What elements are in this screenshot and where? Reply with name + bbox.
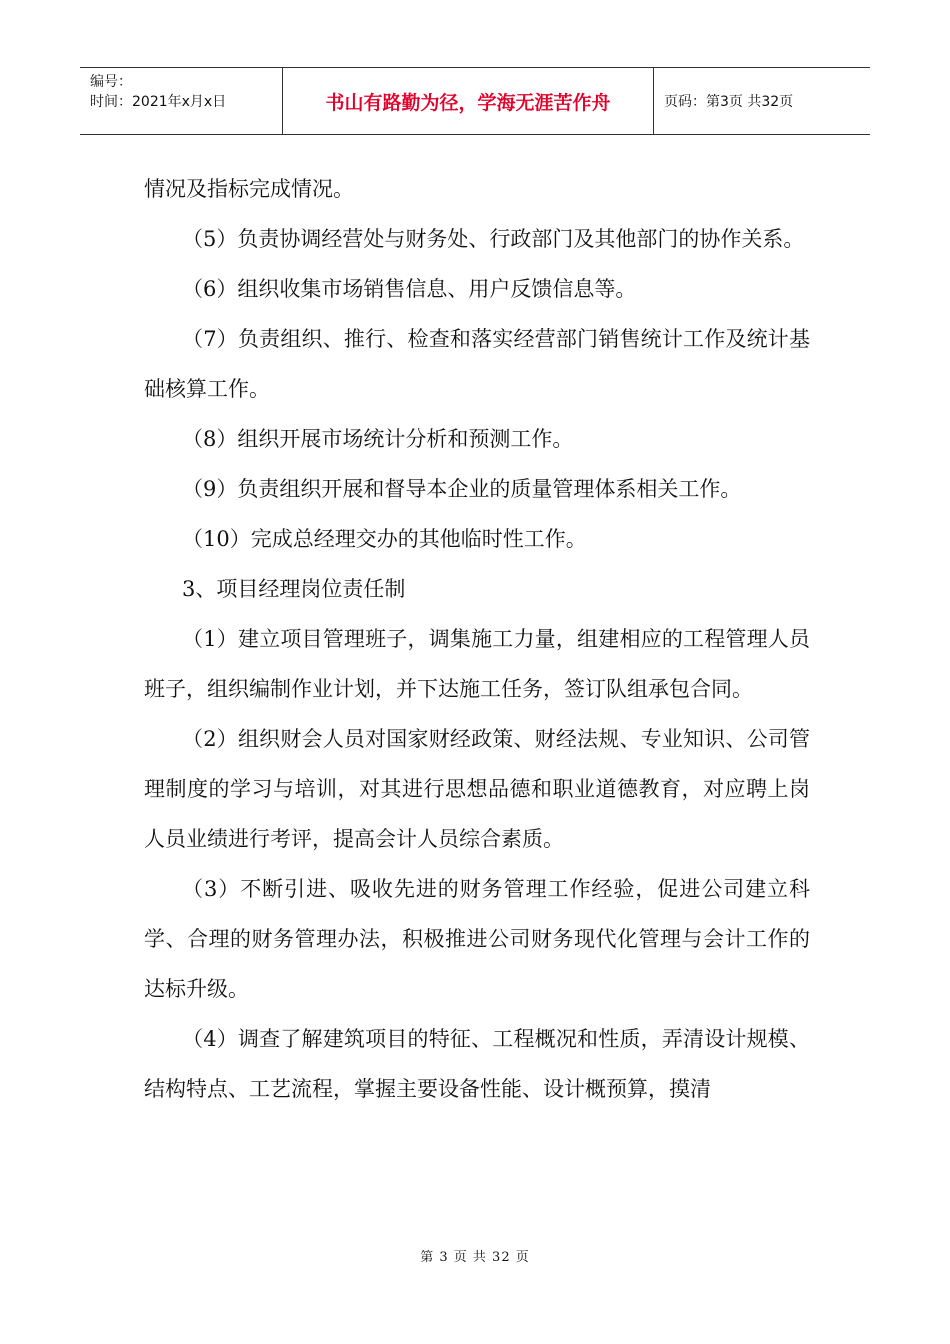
paragraph: （3）不断引进、吸收先进的财务管理工作经验，促进公司建立科学、合理的财务管理办法，积极推进公司财务现代化管理与会计工作的达标升级。 [144,877,810,1001]
paragraph: （9）负责组织开展和督导本企业的质量管理体系相关工作。 [182,477,742,501]
page-footer: 第 3 页 共 32 页 [420,1250,530,1265]
paragraph: （6）组织收集市场销售信息、用户反馈信息等。 [182,277,637,301]
document-body [144,164,810,1114]
document-time-label: 时间：2021年x月x日 [90,94,227,110]
document-number-label: 编号： [90,74,132,90]
paragraph: （1）建立项目管理班子，调集施工力量，组建相应的工程管理人员班子，组织编制作业计划，并下达施工任务，签订队组承包合同。 [144,627,810,701]
header-page-info: 页码：第3页 共32页 [664,94,794,110]
paragraph: （10）完成总经理交办的其他临时性工作。 [182,527,587,551]
paragraph: （2）组织财会人员对国家财经政策、财经法规、专业知识、公司管理制度的学习与培训，对其进行思想品德和职业道德教育，对应聘上岗人员业绩进行考评，提高会计人员综合素质。 [144,727,810,851]
section-heading: 3、项目经理岗位责任制 [182,577,406,601]
paragraph: （8）组织开展市场统计分析和预测工作。 [182,427,574,451]
header-motto: 书山有路勤为径，学海无涯苦作舟 [282,68,654,134]
paragraph: （4）调查了解建筑项目的特征、工程概况和性质，弄清设计规模、结构特点、工艺流程，掌握主要设备性能、设计概预算，摸清 [144,1027,810,1101]
paragraph: （7）负责组织、推行、检查和落实经营部门销售统计工作及统计基础核算工作。 [144,327,810,401]
paragraph: （5）负责协调经营处与财务处、行政部门及其他部门的协作关系。 [182,227,805,251]
header-meta [80,68,282,134]
paragraph: 情况及指标完成情况。 [144,177,354,201]
page-header [80,67,870,135]
